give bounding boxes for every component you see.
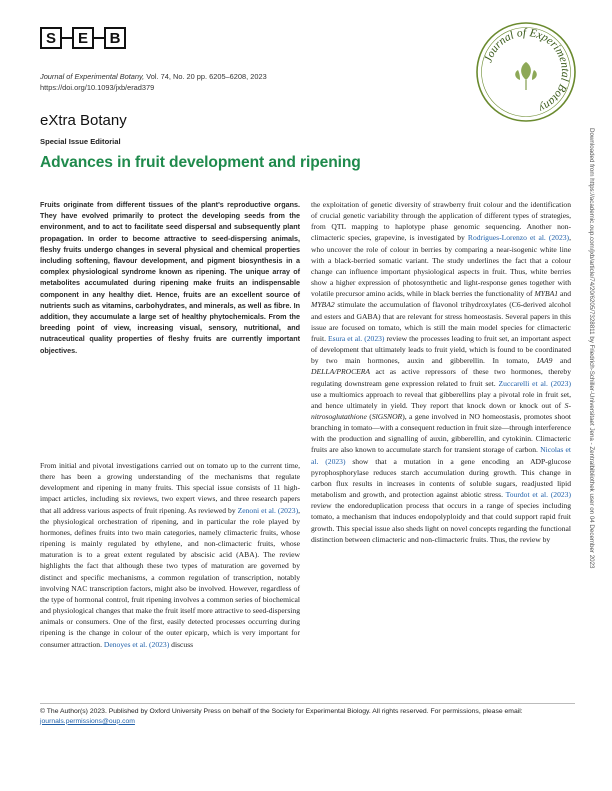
seb-logo-letter-s: S [40,27,62,49]
body-text: review the processes leading to fruit set, an important aspect of development that ultimately leads to fruit yield, which is found to be coordinated by two main hormones, auxin and gibberellin. In tomato, [311,333,572,366]
abstract: Fruits originate from different tissues of the plant's reproductive organs. They have evolved primarily to protect the developing seeds from the environment, and to act to facilitate seed dispersal and subsequently plant propagation. In order to become attractive to seed-dispersing animals, fleshy fruits undergo changes in several physical and chemical properties including softening, flavour development, and pigment biosynthesis in a complex physiological syndrome known as ripening. The unique array of metabolites accumulated during ripening make fruits an indispensable component in any healthy diet. Hence, fruits are an excellent source of nutrients such as vitamins, carbohydrates, and minerals, as well as fibre. In addition, they accumulate a large set of healthy phytochemicals. From the breeding point of view, increasing visual, sensory, nutritional, and nutraceutical quality properties of fleshy fruits are currently important objectives. [40,200,300,355]
body-paragraph [311,199,571,545]
seb-logo [40,27,126,49]
permissions-email-link[interactable]: journals.permissions@oup.com [40,717,135,725]
reference-link[interactable]: Nicolas et al. (2023) [311,445,571,466]
body-text: discuss [169,639,194,649]
body-text: use a multiomics approach to reveal that gibberellins play a pivotal role in fruit set, and hence ultimately in yield. They report that knock down or knock out of [311,389,571,410]
reference-link[interactable]: Zuccarelli et al. (2023) [498,378,571,388]
reference-link[interactable]: Tourdot et al. (2023) [505,490,572,500]
reference-link[interactable]: Zenoni et al. (2023) [237,505,299,515]
download-watermark [586,128,598,748]
italic-term: IAA9 [536,356,553,366]
journal-name: Journal of Experimental Botany, [40,72,145,81]
body-text: From initial and pivotal investigations carried out on tomato up to the current time, there has been a growing understanding of the mechanisms that regulate development and ripening in many fruits. This special issue consists of 11 high-impact articles, including six reviews, two expert views, and three research papers that all address various aspects of fruit ripening. As reviewed by [40,461,300,515]
body-text: and [558,289,571,299]
footer-copyright [40,707,575,726]
body-text: show that a mutation in a gene encoding an ADP-glucose pyrophosphorylase reduces starch accumulation during growth. This change in carbon flux results in increases in contents of soluble sugars, readjusted lipid metabolism and growth, and protection against abiotic stress. [311,456,571,500]
italic-term: S-nitrosoglutathione [311,400,571,421]
reference-link[interactable]: Denoyes et al. (2023) [103,639,170,649]
article-type: Special Issue Editorial [40,137,121,146]
logo-connector [94,27,104,49]
series-name: eXtra Botany [40,112,127,129]
seb-logo-letter-e: E [72,27,94,49]
footer-rule [40,703,575,704]
italic-term: DELLA/PROCERA [311,367,371,377]
body-text: ), a gene involved in NO homeostasis, promotes shoot branching in tomato—with a consequent reduction in fruit size—through interference with the production and signalling of auxin, gibberellin, and cytokinin. Climacteric fruits are also known to accumulate starch for transient storage of carbon. [311,411,572,455]
article-title: Advances in fruit development and ripening [40,154,361,171]
body-paragraph [40,460,300,650]
body-text: ( [366,411,372,421]
svg-text:Journal of Experimental Botany: Journal of Experimental Botany [482,26,572,115]
citation-block [40,71,267,93]
logo-connector [62,27,72,49]
download-notice: Downloaded from https://academic.oup.com/jxb/article/74/20/6205/7328811 by Friedrich-Schiller-Universitaet Jena - Zentralbibliothek user on 04 December 2023 [588,128,595,569]
body-text: the exploitation of genetic diversity of strawberry fruit colour and the identification of crucial genetic variability through the application of different types of strategies, from QTL mapping to haplotype phase genomic sequencing. Another non-climacteric species, grapevine, is investigated by [311,200,571,243]
body-left-column [40,460,300,650]
body-right-column [311,199,571,545]
body-text: , who uncover the role of colour in berries by comparing a near-isogenic white line with a black-berried somatic variant. The study underlines the fact that a colour change can influence important physiological aspects in fruit. Thus, white berries show a higher expression of photosynthetic and light-response genes together with volatile precursor amino acids, while in black berries the functionality of [311,233,571,299]
volume-pages: Vol. 74, No. 20 pp. 6205–6208, 2023 [144,72,267,81]
italic-term: SlGSNOR [371,411,403,421]
reference-link[interactable]: Rodrigues-Lorenzo et al. (2023) [467,233,570,243]
body-text: and [552,356,571,366]
italic-term: MYBA2 [311,300,335,310]
italic-term: MYBA1 [534,289,559,299]
doi-link[interactable]: https://doi.org/10.1093/jxb/erad379 [40,83,155,92]
body-text: review the endoreduplication process that occurs in a range of species including tomato, a mechanism that induces endopolyploidy and that could support rapid fruit growth. This special issue also sheds light on novel concepts regarding the functional distinction between climacteric and non-climacteric fruits. Thus, the review by [311,501,571,544]
seb-logo-letter-b: B [104,27,126,49]
reference-link[interactable]: Esura et al. (2023) [328,333,385,343]
copyright-text: © The Author(s) 2023. Published by Oxford University Press on behalf of the Society for Experimental Biology. All rights reserved. For permissions, please email: [40,708,523,715]
body-text: , the physiological orchestration of ripening, and in particular the role played by hormones, defines fruits into two main categories, namely climacteric fruits, whose ripening is mainly regulated by ethylene, and non-climacteric fruits, whose maturation is to a great extent regulated by abscisic acid (ABA). The review highlights the fact that although these two types of maturation are governed by distinct and specific mechanisms, a common regulation of transcription, notably involving NAC transcription factors, might also be involved. However, regardless of the type of hormonal control, fruit ripening involves a common series of biochemical and physiological changes that make the fruit itself more attractive to seed-dispersing animals or consumers. One of the first, easily detected processes occurring during ripening is the change in colour of the outer epicarp, which is very important for consumer attraction. [40,505,300,649]
journal-seal-logo [474,20,578,124]
citation-line [40,71,267,82]
body-text: stimulate the accumulation of flavonol trihydroxylates (C6-derived alcohol and esters and GABA) that are relevant for stress homeostasis. Several papers in this issue are focused on tomato, which is still the main model species for climacteric fruit. [311,300,571,343]
body-text: act as active repressors of these two hormones, thereby regulating downstream gene expression related to fruit set. [311,367,571,388]
